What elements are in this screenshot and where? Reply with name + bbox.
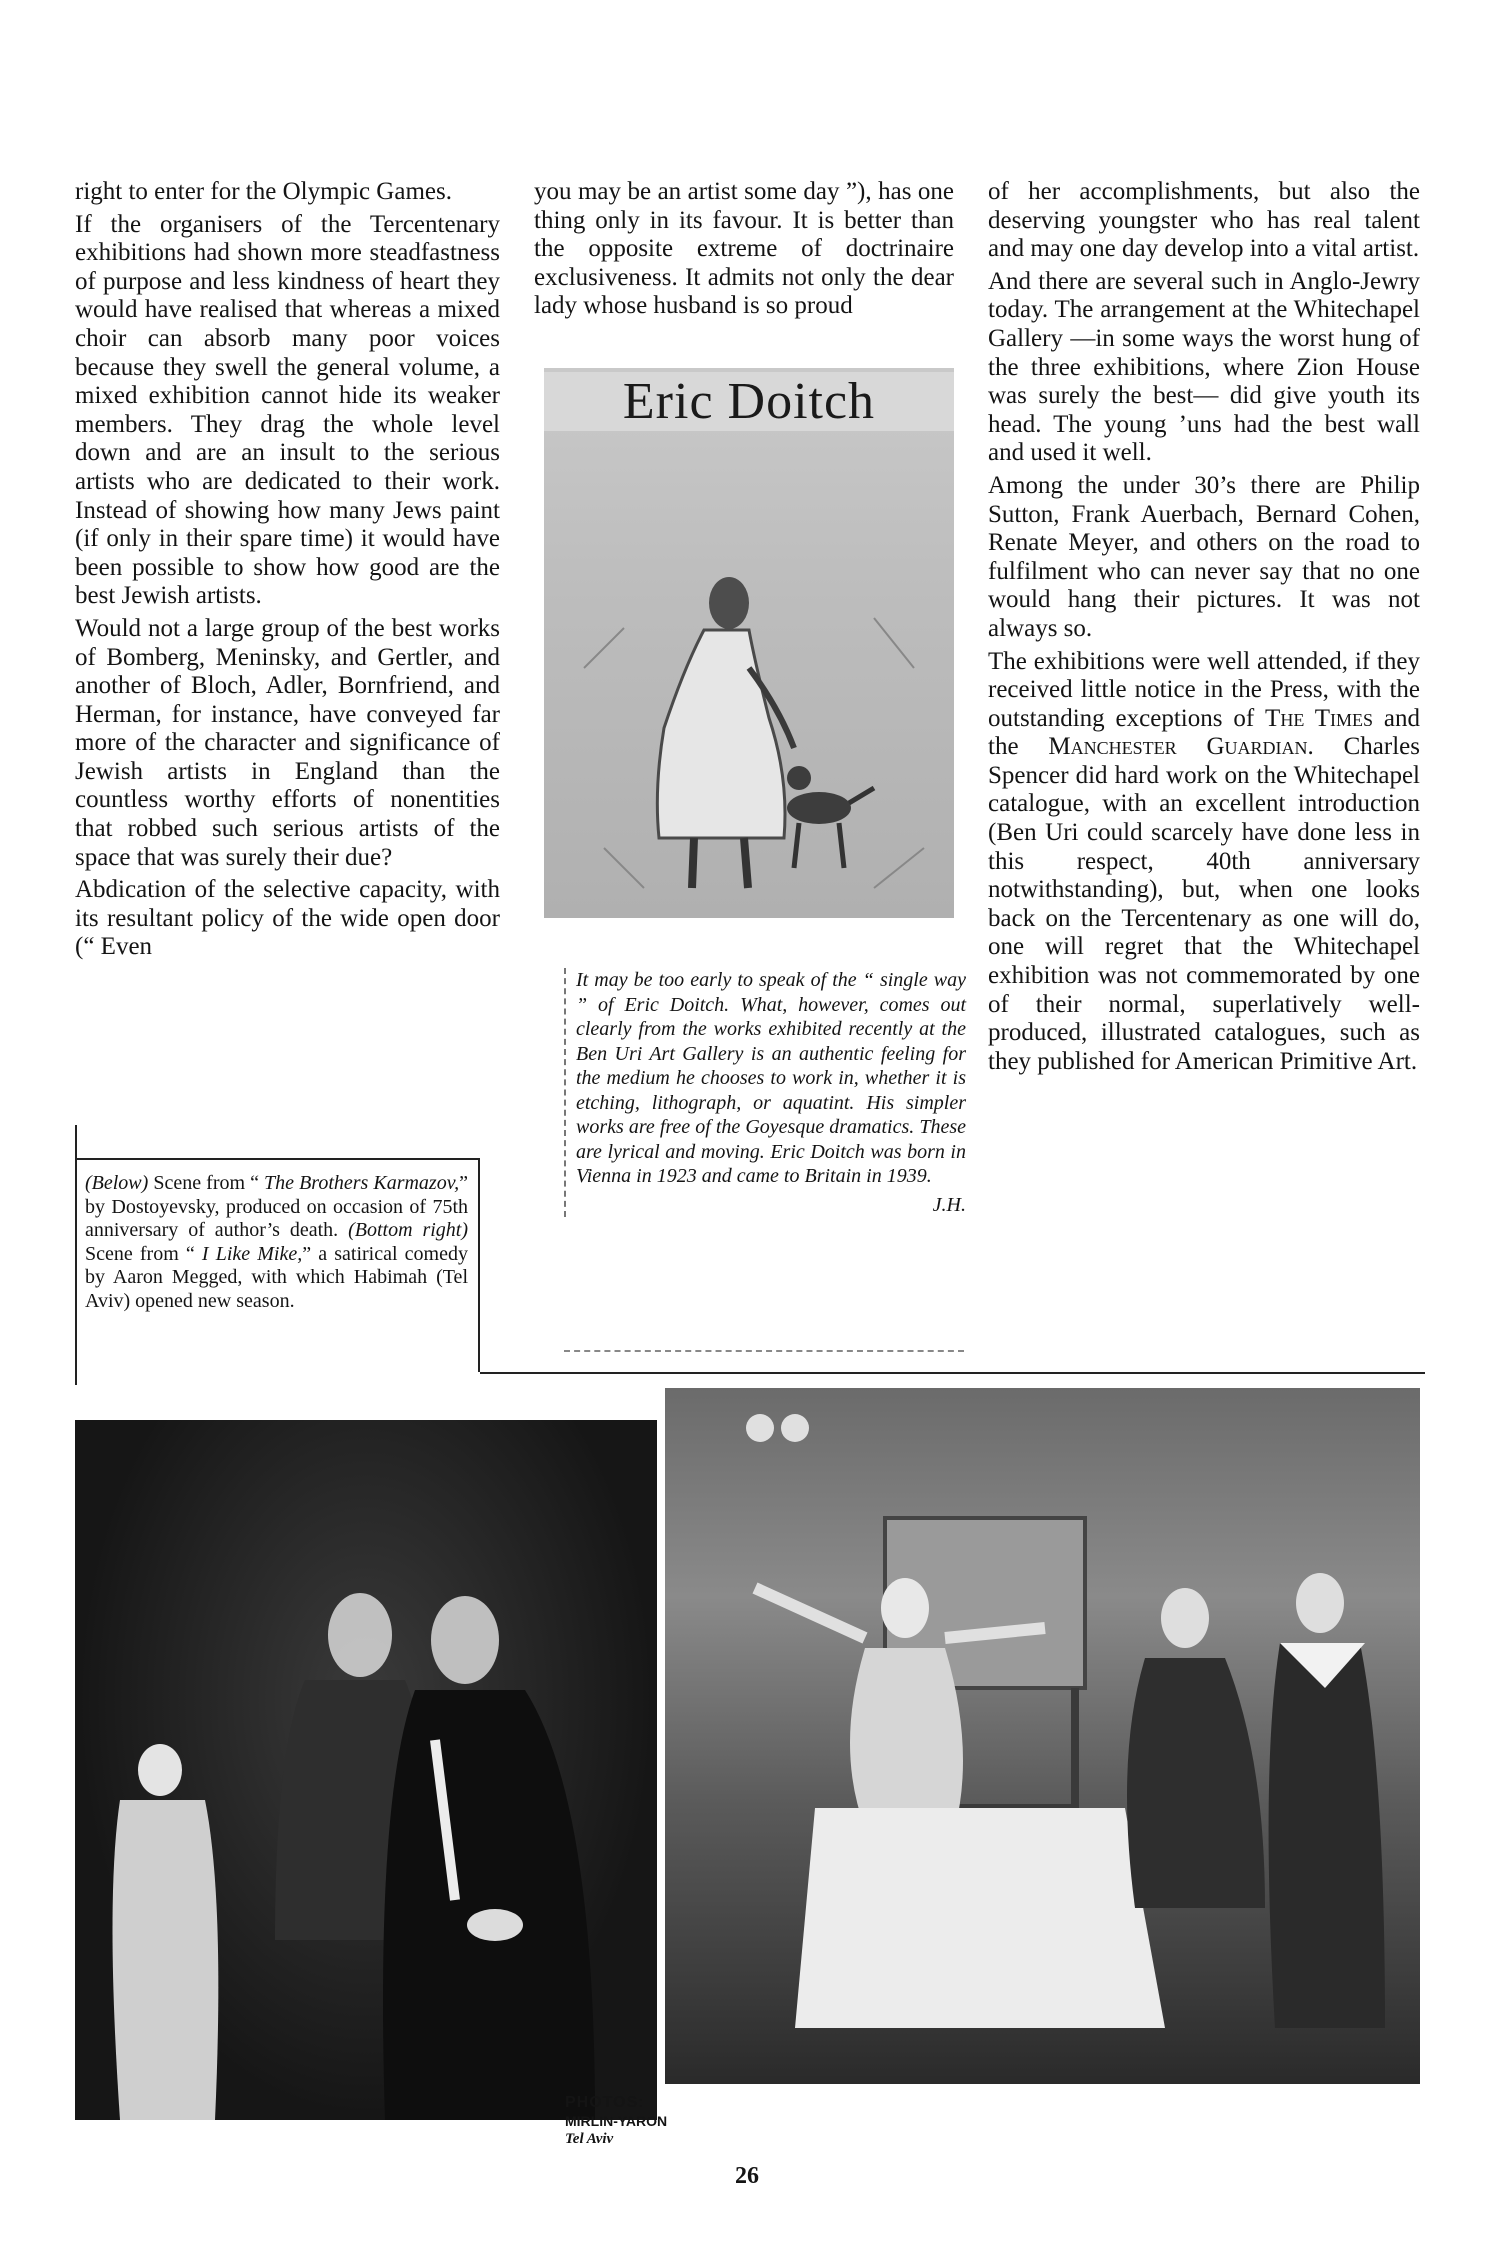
paragraph: The exhibitions were well attended, if they received little notice in the Press, with the outstanding exceptions of The Times and the Manchester Guardian. Charles Spencer did hard work on the Whitechapel catalogue, with an excellent introduction (Ben Uri could scarcely have done less in this respect, 40th anniversary notwithstanding), but, when one looks back on the Tercentenary as one will do, one will regret that the Whitechapel exhibition was not commemorated by one of their normal, superlatively well-produced, illustrated catalogues, such as they published for American Primitive Art. [988,647,1420,1075]
artist-name-heading: Eric Doitch [544,372,954,431]
photo-caption-left: (Below) Scene from “ The Brothers Karmazov,” by Dostoyevsky, produced on occasion of 75th anniversary of author’s death. (Bottom right) Scene from “ I Like Mike,” a satirical comedy by Aaron Megged, with which Habimah (Tel Aviv) opened new season. [75,1158,480,1372]
artwork-caption: It may be too early to speak of the “ single way ” of Eric Doitch. What, however, comes out clearly from the works exhibited recently at the Ben Uri Art Gallery is an authentic feeling for the medium he chooses to work in, whether it is etching, lithograph, or aquatint. His simpler works are free of the Goyesque dramatics. These are lyrical and moving. Eric Doitch was born in Vienna in 1923 and came to Britain in 1939. J.H. [564,968,966,1217]
play-title: I Like Mike, [201,1242,303,1265]
paragraph: right to enter for the Olympic Games. [75,178,452,205]
caption-direction: (Below) [85,1172,149,1194]
photographer-city: Tel Aviv [565,2131,614,2147]
paragraph: of her accomplishments, but also the deserving youngster who has real talent and may one day develop into a vital artist. [988,178,1420,263]
page-number: 26 [735,2163,759,2189]
column-3 [988,178,1420,1080]
paragraph: Would not a large group of the best works of Bomberg, Meninsky, and Gertler, and another of Bloch, Adler, Bornfriend, and Herman, for instance, have conveyed far more of the character and significance of Jewish artists in England than the countless worthy efforts of nonentities that robbed such serious artists of the space that was surely their due? [75,614,500,871]
column-2 [534,178,954,325]
artwork-feature [534,360,966,1352]
play-title: The Brothers Karmazov, [264,1172,460,1194]
stage-scene-illustration [665,1388,1420,2084]
horizontal-rule [480,1372,1425,1374]
newspaper-name: The Times [1265,704,1374,732]
paragraph: Abdication of the selective capacity, with its resultant policy of the wide open door (“ Even [75,876,500,961]
paragraph: you may be an artist some day ”), has one thing only in its favour. It is better than the opposite extreme of doctrinaire exclusiveness. It admits not only the dear lady whose husband is so proud [534,178,954,320]
theatre-photo-brothers-karamazov [75,1420,657,2120]
dashed-rule [564,1350,964,1352]
theatre-photo-i-like-mike [665,1388,1420,2084]
author-initials: J.H. [932,1193,966,1216]
stage-scene-illustration [75,1420,657,2120]
etching-figure-illustration [544,368,954,918]
paragraph: And there are several such in Anglo-Jewry today. The arrangement at the Whitechapel Gallery —in some ways the worst hung of the three exhibitions, where Zion House was surely the best— did give youth its head. The young ’uns had the best wall and used it well. [988,267,1420,467]
photographer-name: MIRLIN-YARON [565,2113,668,2129]
caption-direction: (Bottom right) [348,1219,468,1241]
photo-credit [565,2094,675,2148]
newspaper-name: Manchester Guardian [1048,733,1308,761]
paragraph: Among the under 30’s there are Philip Sutton, Frank Auerbach, Bernard Cohen, Renate Meyer, and others on the road to fulfilment who can never say that no one would hang their pictures. It was not always so. [988,471,1420,642]
column-1 [75,178,500,966]
photo-credit-label: PHOTOS: [565,2094,645,2111]
etching-image [544,368,954,918]
paragraph: If the organisers of the Tercentenary exhibitions had shown more steadfastness of purpose and less kindness of heart they would have realised that whereas a mixed choir can absorb many poor voices because they swell the general volume, a mixed exhibition cannot hide its weaker members. They drag the whole level down and are an insult to the serious artists who are dedicated to their work. Instead of showing how many Jews paint (if only in their spare time) it would have been possible to show how good are the best Jewish artists. [75,210,500,610]
